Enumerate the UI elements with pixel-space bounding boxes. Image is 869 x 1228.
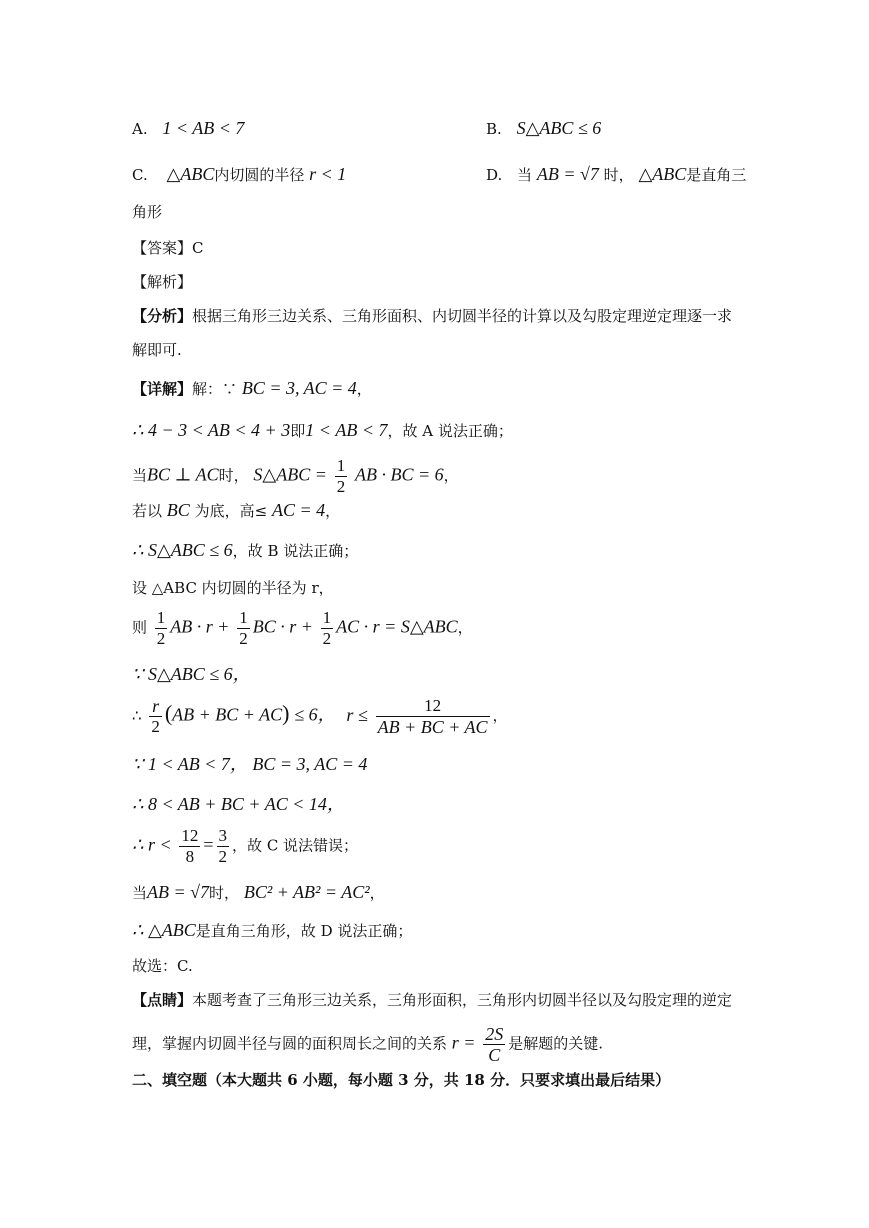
option-c-triangle: △ABC bbox=[166, 164, 215, 184]
area-eq-pre: 则 bbox=[132, 618, 148, 637]
half-fraction-2: $\frac{1}{2}$ bbox=[239, 608, 248, 648]
option-b bbox=[486, 116, 601, 141]
perimeter bbox=[132, 792, 345, 817]
r-result-conclusion: ，故 C 说法错误； bbox=[232, 836, 359, 855]
r-result-n1: 12 bbox=[181, 826, 199, 845]
concl-d-expr: ∴ △ABC bbox=[132, 920, 196, 940]
step-perp-rhs: AB · BC = 6 bbox=[354, 464, 444, 485]
area-eq-t3: AC · r = S△ABC bbox=[336, 616, 458, 637]
answer-label: 【答案】 bbox=[132, 239, 193, 257]
let-r: 设 △ABC 内切圆的半径为 r， bbox=[132, 579, 334, 597]
option-d-pre: 当 bbox=[517, 166, 533, 184]
step-d-pre: 当 bbox=[132, 884, 148, 902]
step-d-eq: BC² + AB² = AC² bbox=[243, 882, 370, 902]
since-ab-text: ∵ 1 < AB < 7， BC = 3, AC = 4 bbox=[132, 754, 368, 774]
step-a-ji: 即 bbox=[290, 422, 306, 440]
option-d-label: D. bbox=[486, 166, 503, 184]
option-a bbox=[132, 116, 244, 141]
half-fraction-3: $\frac{1}{2}$ bbox=[322, 608, 332, 648]
twelve-over-eight bbox=[179, 826, 200, 867]
conclusion-d bbox=[132, 918, 412, 943]
step-a bbox=[132, 418, 513, 443]
option-d-tail: 是直角三 bbox=[686, 166, 747, 184]
fenxi-line2: 解即可. bbox=[132, 341, 182, 359]
since-ab bbox=[132, 752, 367, 777]
ineq-r-pre: ∴ bbox=[132, 706, 142, 725]
since-s-text: ∵ S△ABC ≤ 6， bbox=[132, 664, 251, 684]
concl-d-text: 是直角三角形，故 D 说法正确； bbox=[195, 922, 413, 940]
half-fraction: $\frac{1}{2}$ bbox=[336, 456, 346, 496]
r-bound-fraction bbox=[376, 696, 490, 737]
area-eq-t1: AB · r + bbox=[170, 616, 230, 637]
step-b-expr: ∴ S△ABC ≤ 6 bbox=[132, 540, 233, 560]
r-over-2: $\frac{r}{2}$ bbox=[151, 696, 160, 736]
answer-value: C bbox=[192, 239, 204, 257]
formula-lhs: r = bbox=[451, 1032, 476, 1053]
step-d bbox=[132, 880, 385, 905]
option-d-triangle: △ABC bbox=[638, 164, 687, 184]
option-a-label: A. bbox=[132, 120, 148, 138]
step-base-rhs: AC = 4 bbox=[271, 500, 326, 520]
formula-den: C bbox=[488, 1045, 501, 1065]
option-c-suffix: r < 1 bbox=[309, 164, 347, 184]
step-d-end: ， bbox=[369, 884, 385, 902]
area-eq-end: ， bbox=[457, 618, 473, 637]
r-result-pre: ∴ r < bbox=[132, 834, 172, 855]
option-d-cond: AB = √7 bbox=[536, 164, 599, 184]
step-a-res: 1 < AB < 7 bbox=[305, 420, 388, 440]
detail-given: BC = 3, AC = 4 bbox=[241, 378, 357, 398]
option-c bbox=[132, 162, 346, 187]
ineq-r-end: ， bbox=[492, 706, 508, 725]
option-b-text: S△ABC ≤ 6 bbox=[516, 118, 602, 138]
step-a-conclusion: ，故 A 说法正确； bbox=[387, 422, 513, 440]
dianjing-text-1: 本题考查了三角形三边关系，三角形面积，三角形内切圆半径以及勾股定理的逆定 bbox=[192, 991, 733, 1009]
three-over-two bbox=[217, 826, 230, 867]
step-d-mid: 时， bbox=[209, 884, 240, 902]
fenxi-line1 bbox=[132, 304, 732, 328]
step-base-bc: BC bbox=[166, 500, 190, 520]
detail-intro-text: 解：∵ bbox=[192, 380, 238, 398]
dianjing-line1 bbox=[132, 988, 732, 1012]
step-a-expr: ∴ 4 − 3 < AB < 4 + 3 bbox=[132, 420, 291, 440]
formula-num: 2S bbox=[485, 1024, 504, 1044]
option-a-text: 1 < AB < 7 bbox=[162, 118, 245, 138]
dianjing-label: 【点睛】 bbox=[132, 991, 193, 1009]
r-result bbox=[132, 826, 358, 867]
step-perp-mid: 时， bbox=[218, 466, 249, 485]
ineq-r-r: r ≤ bbox=[346, 704, 368, 725]
step-base bbox=[132, 498, 340, 523]
step-perp-cond: BC ⊥ AC bbox=[147, 464, 219, 485]
perimeter-text: ∴ 8 < AB + BC + AC < 14， bbox=[132, 794, 345, 814]
step-perp-end: ， bbox=[443, 466, 459, 485]
detail-label: 【详解】 bbox=[132, 380, 193, 398]
area-eq-t2: BC · r + bbox=[252, 616, 313, 637]
formula-fraction bbox=[483, 1024, 505, 1065]
r-result-n2: 3 bbox=[218, 826, 228, 845]
section-heading: 二、填空题（本大题共 6 小题，每小题 3 分，共 18 分．只要求填出最后结果） bbox=[132, 1071, 671, 1089]
ineq-r-le: ≤ 6， bbox=[294, 704, 336, 725]
option-c-mid: 内切圆的半径 bbox=[214, 166, 305, 184]
choose: 故选：C. bbox=[132, 957, 193, 975]
step-base-pre: 若以 bbox=[132, 502, 163, 520]
since-s bbox=[132, 662, 251, 687]
step-perp-pre: 当 bbox=[132, 466, 148, 485]
option-d-wrap: 角形 bbox=[132, 203, 163, 221]
fenxi-text-1: 根据三角形三边关系、三角形面积、内切圆半径的计算以及勾股定理逆定理逐一求 bbox=[192, 307, 733, 325]
answer bbox=[132, 236, 204, 260]
ineq-r-sum: AB + BC + AC bbox=[172, 704, 283, 725]
jiexi-label: 【解析】 bbox=[132, 273, 193, 291]
half-fraction-1: $\frac{1}{2}$ bbox=[156, 608, 166, 648]
option-d-mid: 时， bbox=[603, 166, 634, 184]
ineq-r: ∴ $\frac{r}{2}$ (AB + BC + AC) ≤ 6， r ≤ $\frac{12}{AB + BC + AC}$ ， bbox=[132, 696, 508, 737]
dianjing-line2 bbox=[132, 1024, 603, 1065]
option-d bbox=[486, 162, 746, 187]
detail-intro: 【详解】解：∵ BC = 3, AC = 4， bbox=[132, 378, 372, 398]
step-perp bbox=[132, 456, 459, 497]
dianjing-line2-pre: 理，掌握内切圆半径与圆的面积周长之间的关系 bbox=[132, 1034, 448, 1053]
step-d-cond: AB = √7 bbox=[147, 882, 210, 902]
r-bound-num: 12 bbox=[376, 696, 490, 717]
r-result-eq: = bbox=[203, 834, 214, 855]
option-b-label: B. bbox=[486, 120, 502, 138]
r-result-d1: 8 bbox=[185, 847, 195, 866]
area-equation bbox=[132, 608, 473, 649]
r-bound-den: AB + BC + AC bbox=[377, 717, 488, 737]
step-perp-lhs: S△ABC = bbox=[253, 464, 327, 485]
step-base-end: ， bbox=[325, 502, 341, 520]
step-b bbox=[132, 538, 358, 563]
r-result-d2: 2 bbox=[218, 847, 228, 866]
option-c-label: C. bbox=[132, 166, 148, 184]
fenxi-label: 【分析】 bbox=[132, 307, 193, 325]
step-base-mid: 为底，高≤ bbox=[194, 502, 268, 520]
step-b-conclusion: ，故 B 说法正确； bbox=[232, 542, 359, 560]
dianjing-line2-post: 是解题的关键. bbox=[508, 1034, 604, 1053]
